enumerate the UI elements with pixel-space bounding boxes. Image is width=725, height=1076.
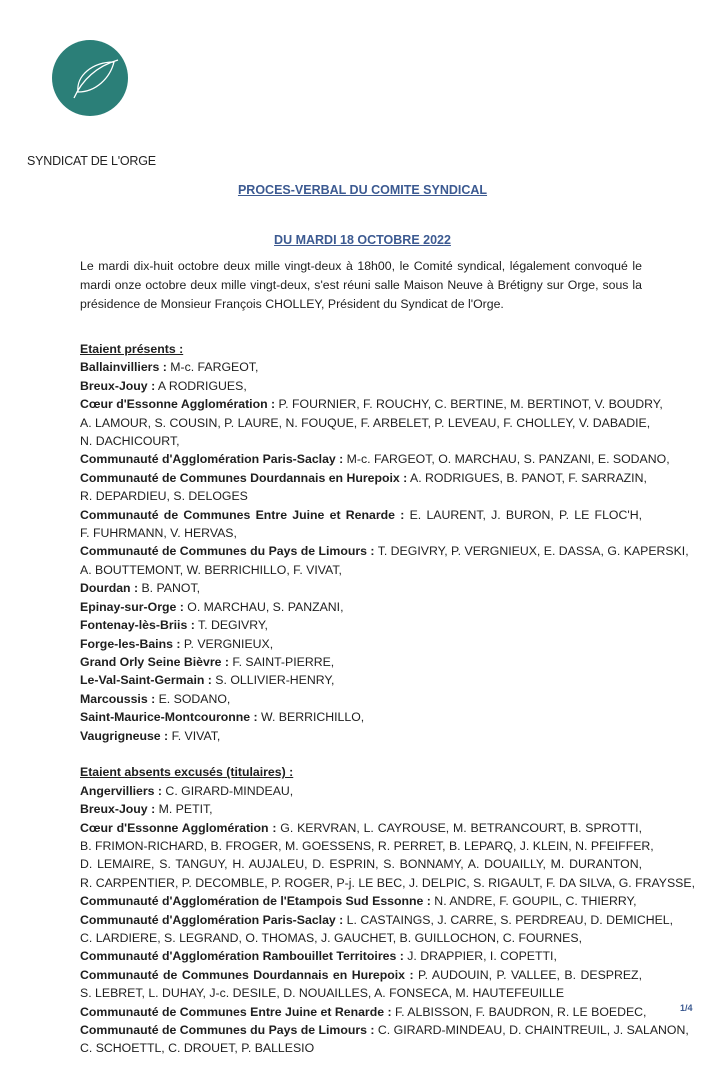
member-names: M-c. FARGEOT, [166, 360, 259, 375]
member-names: C. LARDIERE, S. LEGRAND, O. THOMAS, J. GAUCHET, B. GUILLOCHON, C. FOURNES, [80, 930, 582, 945]
member-names: M-c. FARGEOT, O. MARCHAU, S. PANZANI, E. SODANO, [343, 452, 670, 467]
member-names: L. CASTAINGS, J. CARRE, S. PERDREAU, D. DEMICHEL, [343, 912, 674, 927]
member-names: M. PETIT, [155, 802, 213, 817]
member-names: C. GIRARD-MINDEAU, D. CHAINTREUIL, J. SALANON, [374, 1023, 689, 1038]
commune-label: Grand Orly Seine Bièvre : [80, 654, 229, 669]
org-name: SYNDICAT DE L'ORGE [27, 154, 156, 168]
entry-line [80, 414, 651, 432]
entry-line [80, 450, 670, 468]
commune-label: Saint-Maurice-Montcouronne : [80, 710, 258, 725]
entry-line [80, 616, 642, 634]
member-names: E. LAURENT, J. BURON, P. LE FLOC'H, [404, 507, 642, 522]
attendance-entry [80, 377, 642, 395]
commune-label: Cœur d'Essonne Agglomération : [80, 397, 276, 412]
entry-line [80, 966, 642, 984]
member-names: F. SAINT-PIERRE, [229, 654, 335, 669]
commune-label: Marcoussis : [80, 691, 156, 706]
attendance-entry [80, 782, 642, 800]
member-names: O. MARCHAU, S. PANZANI, [183, 599, 344, 614]
commune-label: Communauté d'Agglomération Paris-Saclay : [80, 912, 344, 927]
intro-line: mardi onze octobre deux mille vingt-deux, s'est réuni salle Maison Neuve à Brétigny sur Orge, sous la [80, 278, 642, 292]
member-names: R. DEPARDIEU, S. DELOGES [80, 489, 248, 504]
member-names: A. BOUTTEMONT, W. BERRICHILLO, F. VIVAT, [80, 562, 342, 577]
attendance-entry [80, 1021, 689, 1058]
document-title: PROCES-VERBAL DU COMITE SYNDICAL [237, 183, 488, 197]
attendance-entry [80, 598, 642, 616]
entry-line [80, 506, 642, 524]
member-names: B. PANOT, [138, 581, 201, 596]
syndicat-logo [52, 40, 128, 116]
entry-line [80, 855, 642, 873]
entry-line [80, 653, 642, 671]
entry-line [80, 984, 642, 1002]
entry-line [80, 635, 642, 653]
commune-label: Vaugrigneuse : [80, 728, 169, 743]
commune-label: Communauté de Communes Dourdannais en Hurepoix : [80, 470, 408, 485]
commune-label: Communauté de Communes Dourdannais en Hurepoix : [80, 967, 414, 982]
attendance-entry [80, 506, 642, 543]
document-date-title: DU MARDI 18 OCTOBRE 2022 [274, 233, 451, 247]
attendance-entry [80, 616, 642, 634]
entry-line [80, 487, 642, 505]
member-names: D. LEMAIRE, S. TANGUY, H. AUJALEU, D. ESPRIN, S. BONNAMY, A. DOUAILLY, M. DURANTON, [80, 857, 642, 872]
attendance-entry [80, 450, 670, 468]
attendance-entry [80, 671, 642, 689]
member-names: S. LEBRET, L. DUHAY, J-c. DESILE, D. NOUAILLES, A. FONSECA, M. HAUTEFEUILLE [80, 986, 565, 1001]
commune-label: Breux-Jouy : [80, 802, 156, 817]
commune-label: Le-Val-Saint-Germain : [80, 673, 212, 688]
entry-line [80, 892, 642, 910]
entry-line [80, 1039, 642, 1057]
member-names: A. RODRIGUES, B. PANOT, F. SARRAZIN, [407, 470, 647, 485]
entry-line [80, 929, 642, 947]
intro-line: Le mardi dix-huit octobre deux mille vingt-deux à 18h00, le Comité syndical, légalement convoqué le [80, 259, 642, 273]
member-names: C. GIRARD-MINDEAU, [162, 783, 294, 798]
attendance-entry [80, 819, 696, 893]
attendance-entry [80, 635, 642, 653]
attendance-entry [80, 727, 642, 745]
commune-label: Communauté d'Agglomération Paris-Saclay : [80, 452, 344, 467]
member-names: A RODRIGUES, [155, 378, 247, 393]
entry-line [80, 708, 642, 726]
member-names: T. DEGIVRY, P. VERGNIEUX, E. DASSA, G. KAPERSKI, [374, 544, 689, 559]
member-names: P. VERGNIEUX, [180, 636, 274, 651]
attendance-section [80, 340, 689, 745]
attendance-entry [80, 358, 642, 376]
attendance-entry [80, 690, 642, 708]
member-names: N. DACHICOURT, [80, 434, 180, 449]
member-names: F. FUHRMANN, V. HERVAS, [80, 526, 237, 541]
leaf-icon [52, 40, 128, 116]
member-names: N. ANDRE, F. GOUPIL, C. THIERRY, [430, 894, 637, 909]
commune-label: Fontenay-lès-Briis : [80, 618, 195, 633]
entry-line [80, 561, 642, 579]
member-names: F. ALBISSON, F. BAUDRON, R. LE BOEDEC, [391, 1004, 647, 1019]
page-number: 1/4 [680, 1003, 693, 1013]
section-heading: Etaient absents excusés (titulaires) : [80, 765, 294, 780]
entry-line [80, 782, 642, 800]
commune-label: Epinay-sur-Orge : [80, 599, 184, 614]
commune-label: Breux-Jouy : [80, 378, 156, 393]
attendance-entry [80, 947, 642, 965]
member-names: B. FRIMON-RICHARD, B. FROGER, M. GOESSENS, R. PERRET, B. LEPARQ, J. KLEIN, N. PFEIFFER, [80, 838, 654, 853]
attendance-entry [80, 911, 674, 948]
member-names: T. DEGIVRY, [194, 618, 268, 633]
intro-line: présidence de Monsieur François CHOLLEY, Président du Syndicat de l'Orge. [80, 297, 504, 311]
commune-label: Communauté de Communes du Pays de Limours : [80, 544, 375, 559]
member-names: E. SODANO, [155, 691, 231, 706]
member-names: R. CARPENTIER, P. DECOMBLE, P. ROGER, P-j. LE BEC, J. DELPIC, S. RIGAULT, F. DA SILVA, G. FRAYSSE, [80, 875, 696, 890]
entry-line [80, 598, 642, 616]
entry-line [80, 911, 674, 929]
member-names: J. DRAPPIER, I. COPETTI, [403, 949, 557, 964]
attendance-entry [80, 395, 663, 450]
entry-line [80, 358, 642, 376]
commune-label: Forge-les-Bains : [80, 636, 181, 651]
section-heading: Etaient présents : [80, 342, 184, 356]
entry-line [80, 469, 647, 487]
entry-line [80, 432, 642, 450]
member-names: S. OLLIVIER-HENRY, [211, 673, 335, 688]
entry-line [80, 947, 642, 965]
commune-label: Angervilliers : [80, 783, 163, 798]
entry-line [80, 671, 642, 689]
entry-line [80, 542, 689, 560]
entry-line [80, 800, 642, 818]
attendance-entry [80, 708, 642, 726]
entry-line [80, 395, 663, 413]
commune-label: Communauté d'Agglomération de l'Etampois Sud Essonne : [80, 894, 431, 909]
intro-paragraph [80, 257, 642, 314]
entry-line [80, 874, 696, 892]
attendance-entry [80, 469, 647, 506]
member-names: P. AUDOUIN, P. VALLEE, B. DESPREZ, [413, 967, 642, 982]
attendance-entry [80, 800, 642, 818]
attendance-entry [80, 892, 642, 910]
commune-label: Communauté d'Agglomération Rambouillet Territoires : [80, 949, 404, 964]
commune-label: Communauté de Communes du Pays de Limours : [80, 1023, 375, 1038]
entry-line [80, 377, 642, 395]
commune-label: Communauté de Communes Entre Juine et Renarde : [80, 1004, 392, 1019]
entry-line [80, 1021, 689, 1039]
commune-label: Dourdan : [80, 581, 139, 596]
entry-line [80, 690, 642, 708]
entry-line [80, 819, 642, 837]
member-names: A. LAMOUR, S. COUSIN, P. LAURE, N. FOUQUE, F. ARBELET, P. LEVEAU, F. CHOLLEY, V. DABADIE, [80, 415, 651, 430]
member-names: W. BERRICHILLO, [257, 710, 365, 725]
commune-label: Communauté de Communes Entre Juine et Renarde : [80, 507, 405, 522]
attendance-entry [80, 542, 689, 579]
attendance-entry [80, 966, 642, 1003]
entry-line [80, 837, 654, 855]
commune-label: Cœur d'Essonne Agglomération : [80, 820, 277, 835]
entry-line [80, 1003, 647, 1021]
entry-line [80, 524, 642, 542]
attendance-entry [80, 1003, 647, 1021]
member-names: P. FOURNIER, F. ROUCHY, C. BERTINE, M. BERTINOT, V. BOUDRY, [275, 397, 663, 412]
commune-label: Ballainvilliers : [80, 360, 167, 375]
entry-line [80, 727, 642, 745]
member-names: G. KERVRAN, L. CAYROUSE, M. BETRANCOURT, B. SPROTTI, [276, 820, 643, 835]
member-names: F. VIVAT, [168, 728, 221, 743]
attendance-entry [80, 653, 642, 671]
member-names: C. SCHOETTL, C. DROUET, P. BALLESIO [80, 1041, 315, 1056]
entry-line [80, 579, 642, 597]
attendance-entry [80, 579, 642, 597]
